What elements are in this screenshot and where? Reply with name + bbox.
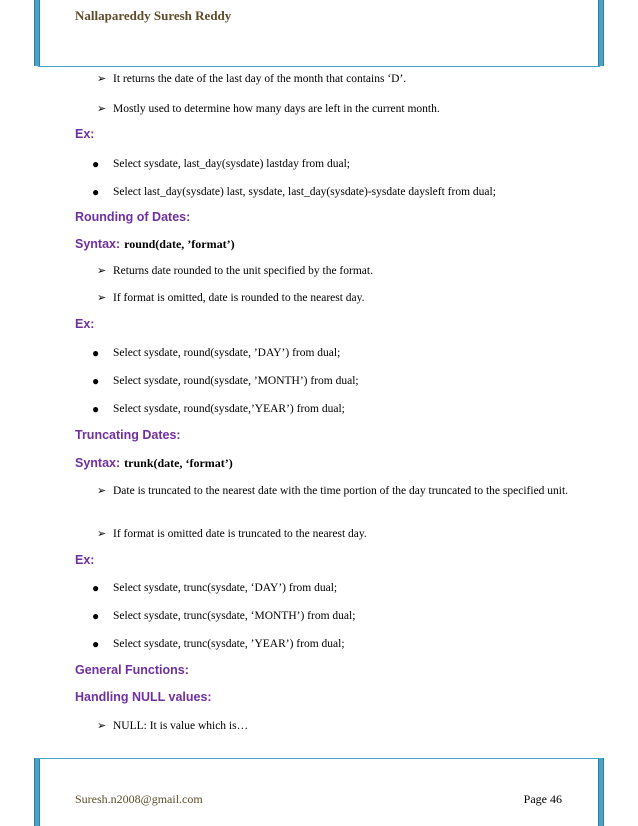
arrow-bullet-icon: ➢ (97, 292, 107, 304)
section-heading: General Functions: (75, 663, 189, 677)
footer-email: Suresh.n2008@gmail.com (75, 792, 203, 806)
arrow-item: ➢ Returns date rounded to the unit specified by the format. (97, 265, 373, 277)
section-heading: Handling NULL values: (75, 690, 212, 704)
arrow-item: ➢ Mostly used to determine how many days are left in the current month. (97, 103, 440, 115)
arrow-item: ➢ NULL: It is value which is… (97, 720, 249, 732)
syntax-label: Syntax: (75, 237, 121, 251)
section-heading: Rounding of Dates: (75, 210, 191, 224)
right-border-bar-bottom (598, 758, 604, 826)
footer-divider (38, 758, 600, 759)
arrow-item: ➢ If format is omitted date is truncated to the nearest day. (97, 528, 367, 540)
section-heading: Ex: (75, 127, 95, 141)
bullet-item: ● Select sysdate, round(sysdate,’YEAR’) from dual; (92, 402, 345, 416)
bullet-icon: ● (92, 374, 100, 388)
syntax-code: round(date, ’format’) (124, 237, 235, 251)
bullet-item: ● Select sysdate, trunc(sysdate, ‘MONTH’) from dual; (92, 609, 356, 623)
right-border-bar-top (598, 0, 604, 66)
section-heading: Ex: (75, 553, 95, 567)
bullet-icon: ● (92, 157, 100, 171)
arrow-bullet-icon: ➢ (97, 103, 107, 115)
bullet-icon: ● (92, 185, 100, 199)
bullet-icon: ● (92, 637, 100, 651)
arrow-item: ➢ Date is truncated to the nearest date with the time portion of the day truncated to the specified unit. (97, 485, 569, 497)
left-border-bar-top (34, 0, 40, 66)
bullet-item: ● Select sysdate, trunc(sysdate, ’YEAR’) from dual; (92, 637, 345, 651)
arrow-item: ➢ If format is omitted, date is rounded to the nearest day. (97, 292, 365, 304)
arrow-bullet-icon: ➢ (97, 73, 107, 85)
arrow-item: ➢ It returns the date of the last day of the month that contains ‘D’. (97, 73, 407, 85)
footer-page-number: Page 46 (523, 792, 562, 806)
bullet-item: ● Select sysdate, round(sysdate, ’MONTH’) from dual; (92, 374, 359, 388)
arrow-bullet-icon: ➢ (97, 720, 107, 732)
syntax-code: trunk(date, ‘format’) (124, 456, 233, 470)
section-heading: Ex: (75, 317, 95, 331)
arrow-bullet-icon: ➢ (97, 485, 107, 497)
arrow-bullet-icon: ➢ (97, 528, 107, 540)
bullet-icon: ● (92, 346, 100, 360)
bullet-item: ● Select sysdate, trunc(sysdate, ‘DAY’) from dual; (92, 581, 338, 595)
section-heading: Truncating Dates: (75, 428, 181, 442)
syntax-line (75, 454, 233, 472)
arrow-bullet-icon: ➢ (97, 265, 107, 277)
left-border-bar-bottom (34, 758, 40, 826)
bullet-icon: ● (92, 402, 100, 416)
bullet-item: ● Select sysdate, last_day(sysdate) lastday from dual; (92, 157, 350, 171)
header-author: Nallapareddy Suresh Reddy (75, 8, 232, 23)
header-divider (38, 66, 600, 67)
bullet-item: ● Select sysdate, round(sysdate, ’DAY’) from dual; (92, 346, 341, 360)
bullet-icon: ● (92, 581, 100, 595)
syntax-line (75, 235, 235, 253)
syntax-label: Syntax: (75, 456, 121, 470)
bullet-item: ● Select last_day(sysdate) last, sysdate, last_day(sysdate)-sysdate daysleft from dual; (92, 185, 496, 199)
bullet-icon: ● (92, 609, 100, 623)
